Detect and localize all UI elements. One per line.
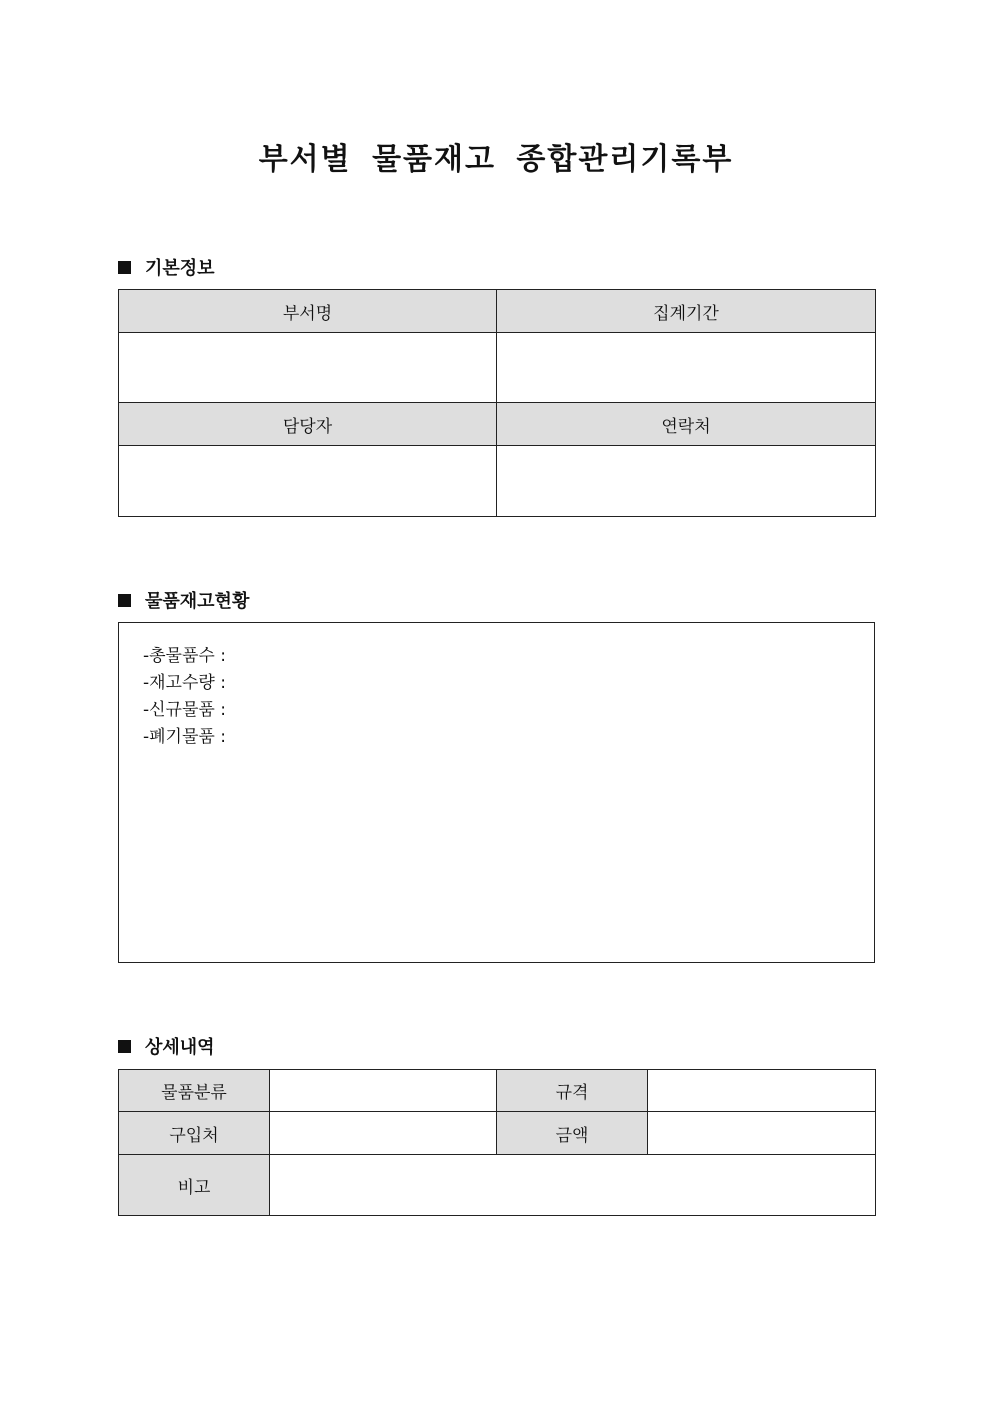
stock-item-total: -총물품수 : xyxy=(143,646,226,666)
remarks-field[interactable] xyxy=(270,1155,876,1216)
spec-label: 규격 xyxy=(497,1070,648,1112)
stock-status-list xyxy=(143,643,226,751)
section-basic-info-heading xyxy=(118,254,215,280)
spec-field[interactable] xyxy=(648,1070,876,1112)
period-label: 집계기간 xyxy=(497,290,876,333)
section-stock-status-title: 물품재고현황 xyxy=(145,591,250,612)
stock-item-disposed: -폐기물품 : xyxy=(143,727,226,747)
contact-field[interactable] xyxy=(497,446,876,517)
category-label: 물품분류 xyxy=(119,1070,270,1112)
manager-field[interactable] xyxy=(119,446,497,517)
remarks-label: 비고 xyxy=(119,1155,270,1216)
stock-item-new: -신규물품 : xyxy=(143,700,226,720)
square-bullet-icon xyxy=(118,594,131,607)
amount-label: 금액 xyxy=(497,1112,648,1155)
section-stock-status-heading xyxy=(118,587,249,613)
document-title: 부서별 물품재고 종합관리기록부 xyxy=(258,142,734,177)
square-bullet-icon xyxy=(118,261,131,274)
vendor-label: 구입처 xyxy=(119,1112,270,1155)
contact-label: 연락처 xyxy=(497,403,876,446)
dept-name-label: 부서명 xyxy=(119,290,497,333)
vendor-field[interactable] xyxy=(270,1112,497,1155)
stock-item-quantity: -재고수량 : xyxy=(143,673,226,693)
basic-info-table xyxy=(118,289,876,517)
section-details-heading xyxy=(118,1033,215,1059)
period-field[interactable] xyxy=(497,333,876,403)
details-table xyxy=(118,1069,876,1216)
dept-name-field[interactable] xyxy=(119,333,497,403)
category-field[interactable] xyxy=(270,1070,497,1112)
amount-field[interactable] xyxy=(648,1112,876,1155)
square-bullet-icon xyxy=(118,1040,131,1053)
manager-label: 담당자 xyxy=(119,403,497,446)
section-basic-info-title: 기본정보 xyxy=(145,258,215,279)
stock-status-box[interactable] xyxy=(118,622,875,963)
section-details-title: 상세내역 xyxy=(145,1037,215,1058)
